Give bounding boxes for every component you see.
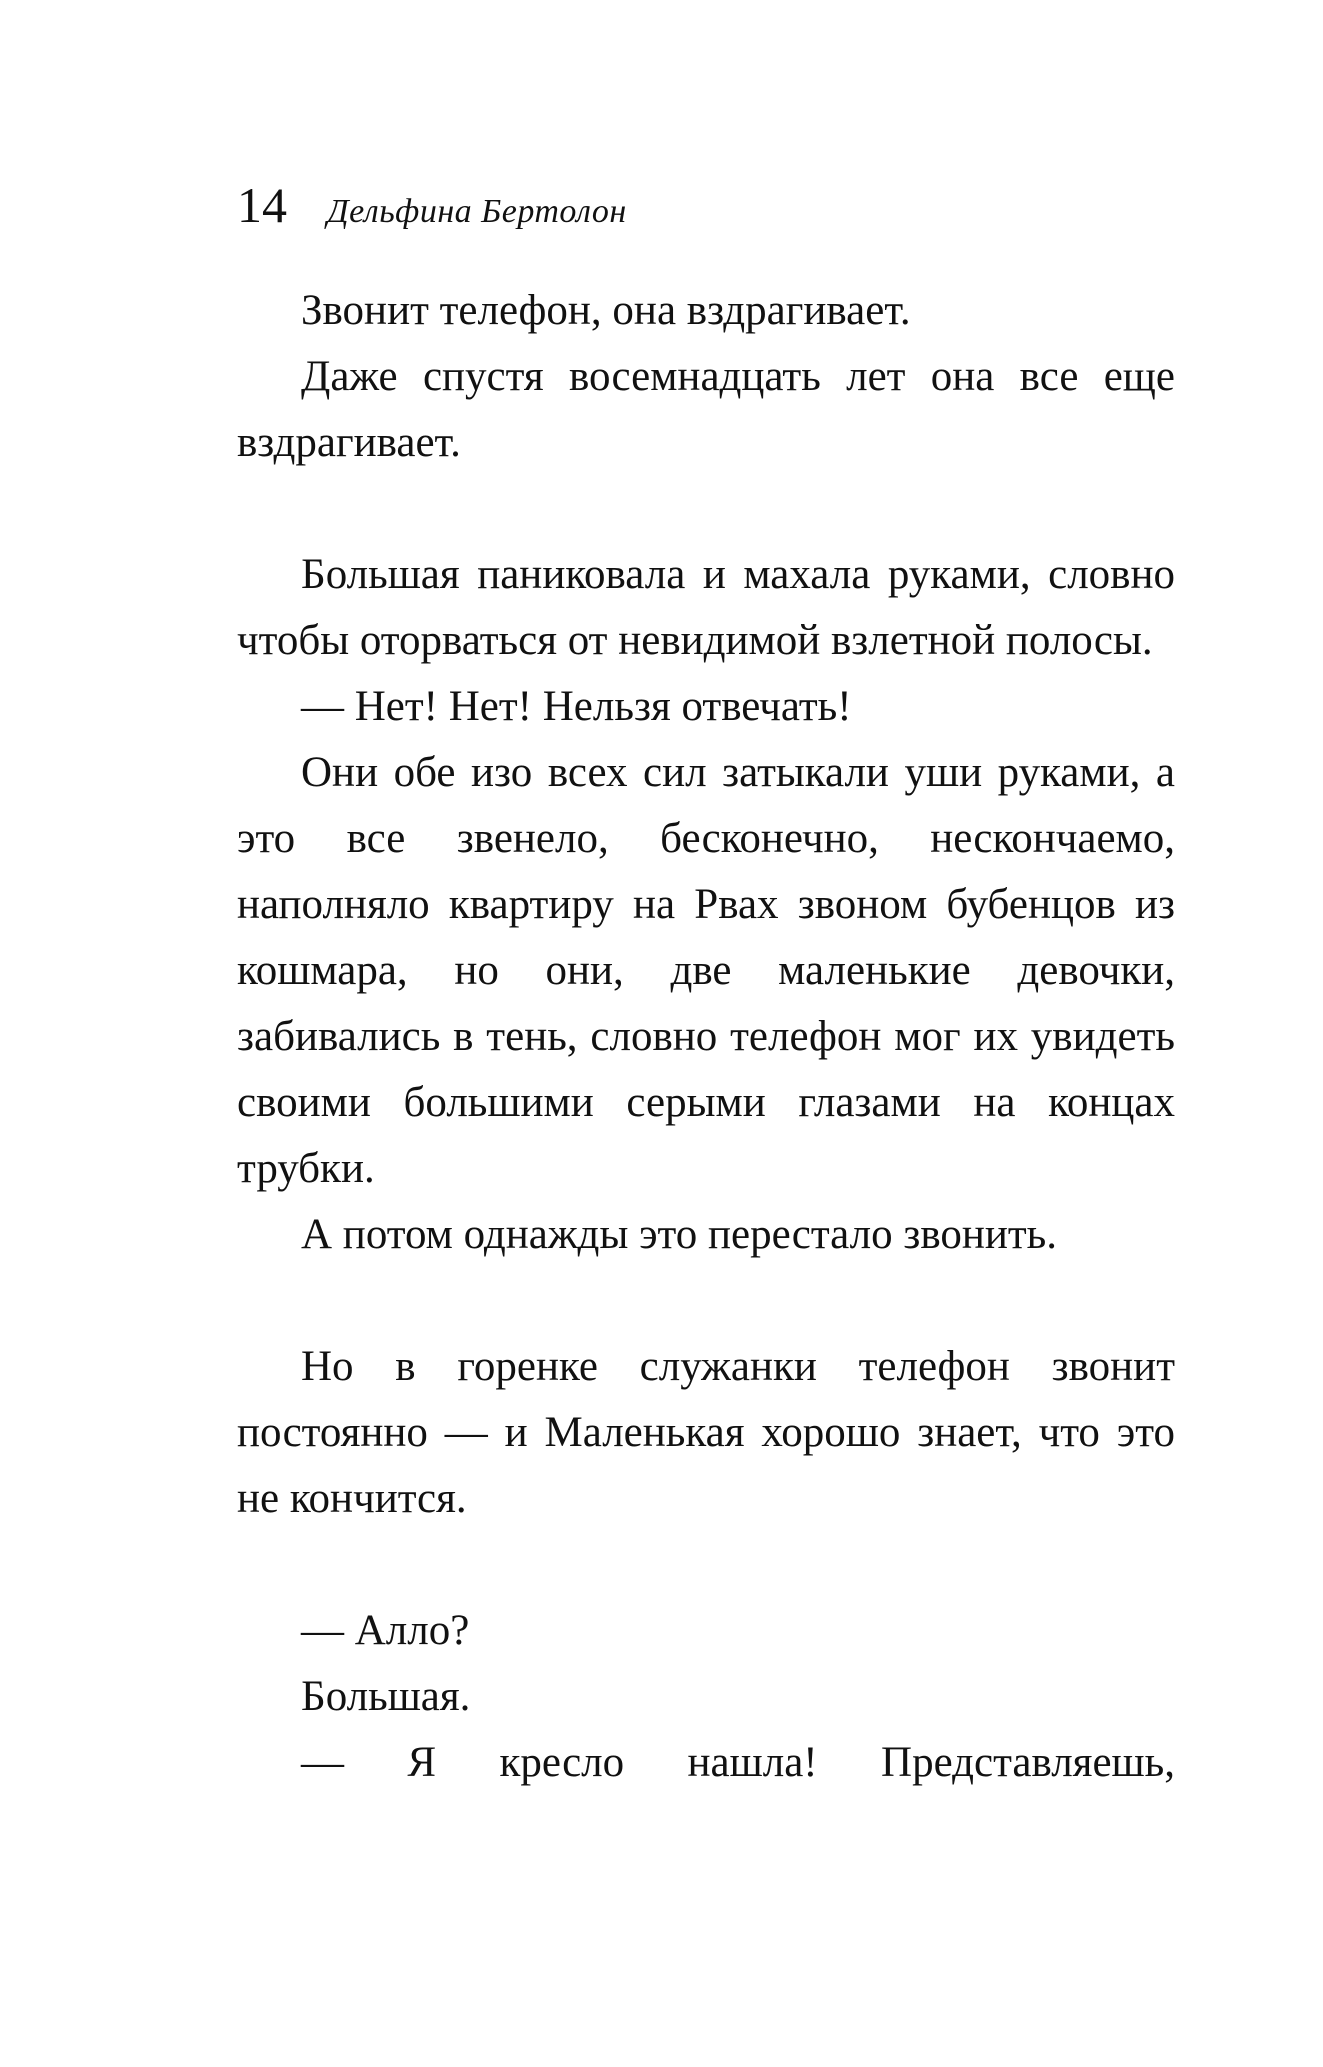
dialogue-line: — Алло? [301, 1607, 470, 1654]
paragraph: А потом однажды это перестало звонить. [301, 1211, 1058, 1258]
body-text [237, 278, 1175, 1796]
dialogue-line: — Я кресло нашла! Представляешь, [301, 1739, 1175, 1786]
paragraph: Большая паниковала и махала руками, словно чтобы оторваться от невидимой взлетной полосы. [237, 551, 1175, 664]
section-break [237, 476, 1175, 542]
running-head: Дельфина Бертолон [327, 193, 627, 230]
section-break [237, 1268, 1175, 1334]
paragraph: Большая. [301, 1673, 471, 1720]
page-header [237, 176, 627, 248]
paragraph: Звонит телефон, она вздрагивает. [301, 287, 911, 334]
page-number: 14 [237, 177, 287, 233]
section-break [237, 1532, 1175, 1598]
paragraph: Даже спустя восемнадцать лет она все еще вздрагивает. [237, 353, 1175, 466]
paragraph: Они обе изо всех сил затыкали уши руками, а это все звенело, бесконечно, нескончаемо, наполняло квартиру на Рвах звоном бубенцов из кошмара, но они, две маленькие девочки, забивались в тень, словно телефон мог их увидеть своими большими серыми глазами на концах трубки. [237, 749, 1175, 1192]
dialogue-line: — Нет! Нет! Нельзя отвечать! [301, 683, 852, 730]
paragraph: Но в горенке служанки телефон звонит постоянно — и Маленькая хорошо знает, что это не кончится. [237, 1343, 1175, 1522]
